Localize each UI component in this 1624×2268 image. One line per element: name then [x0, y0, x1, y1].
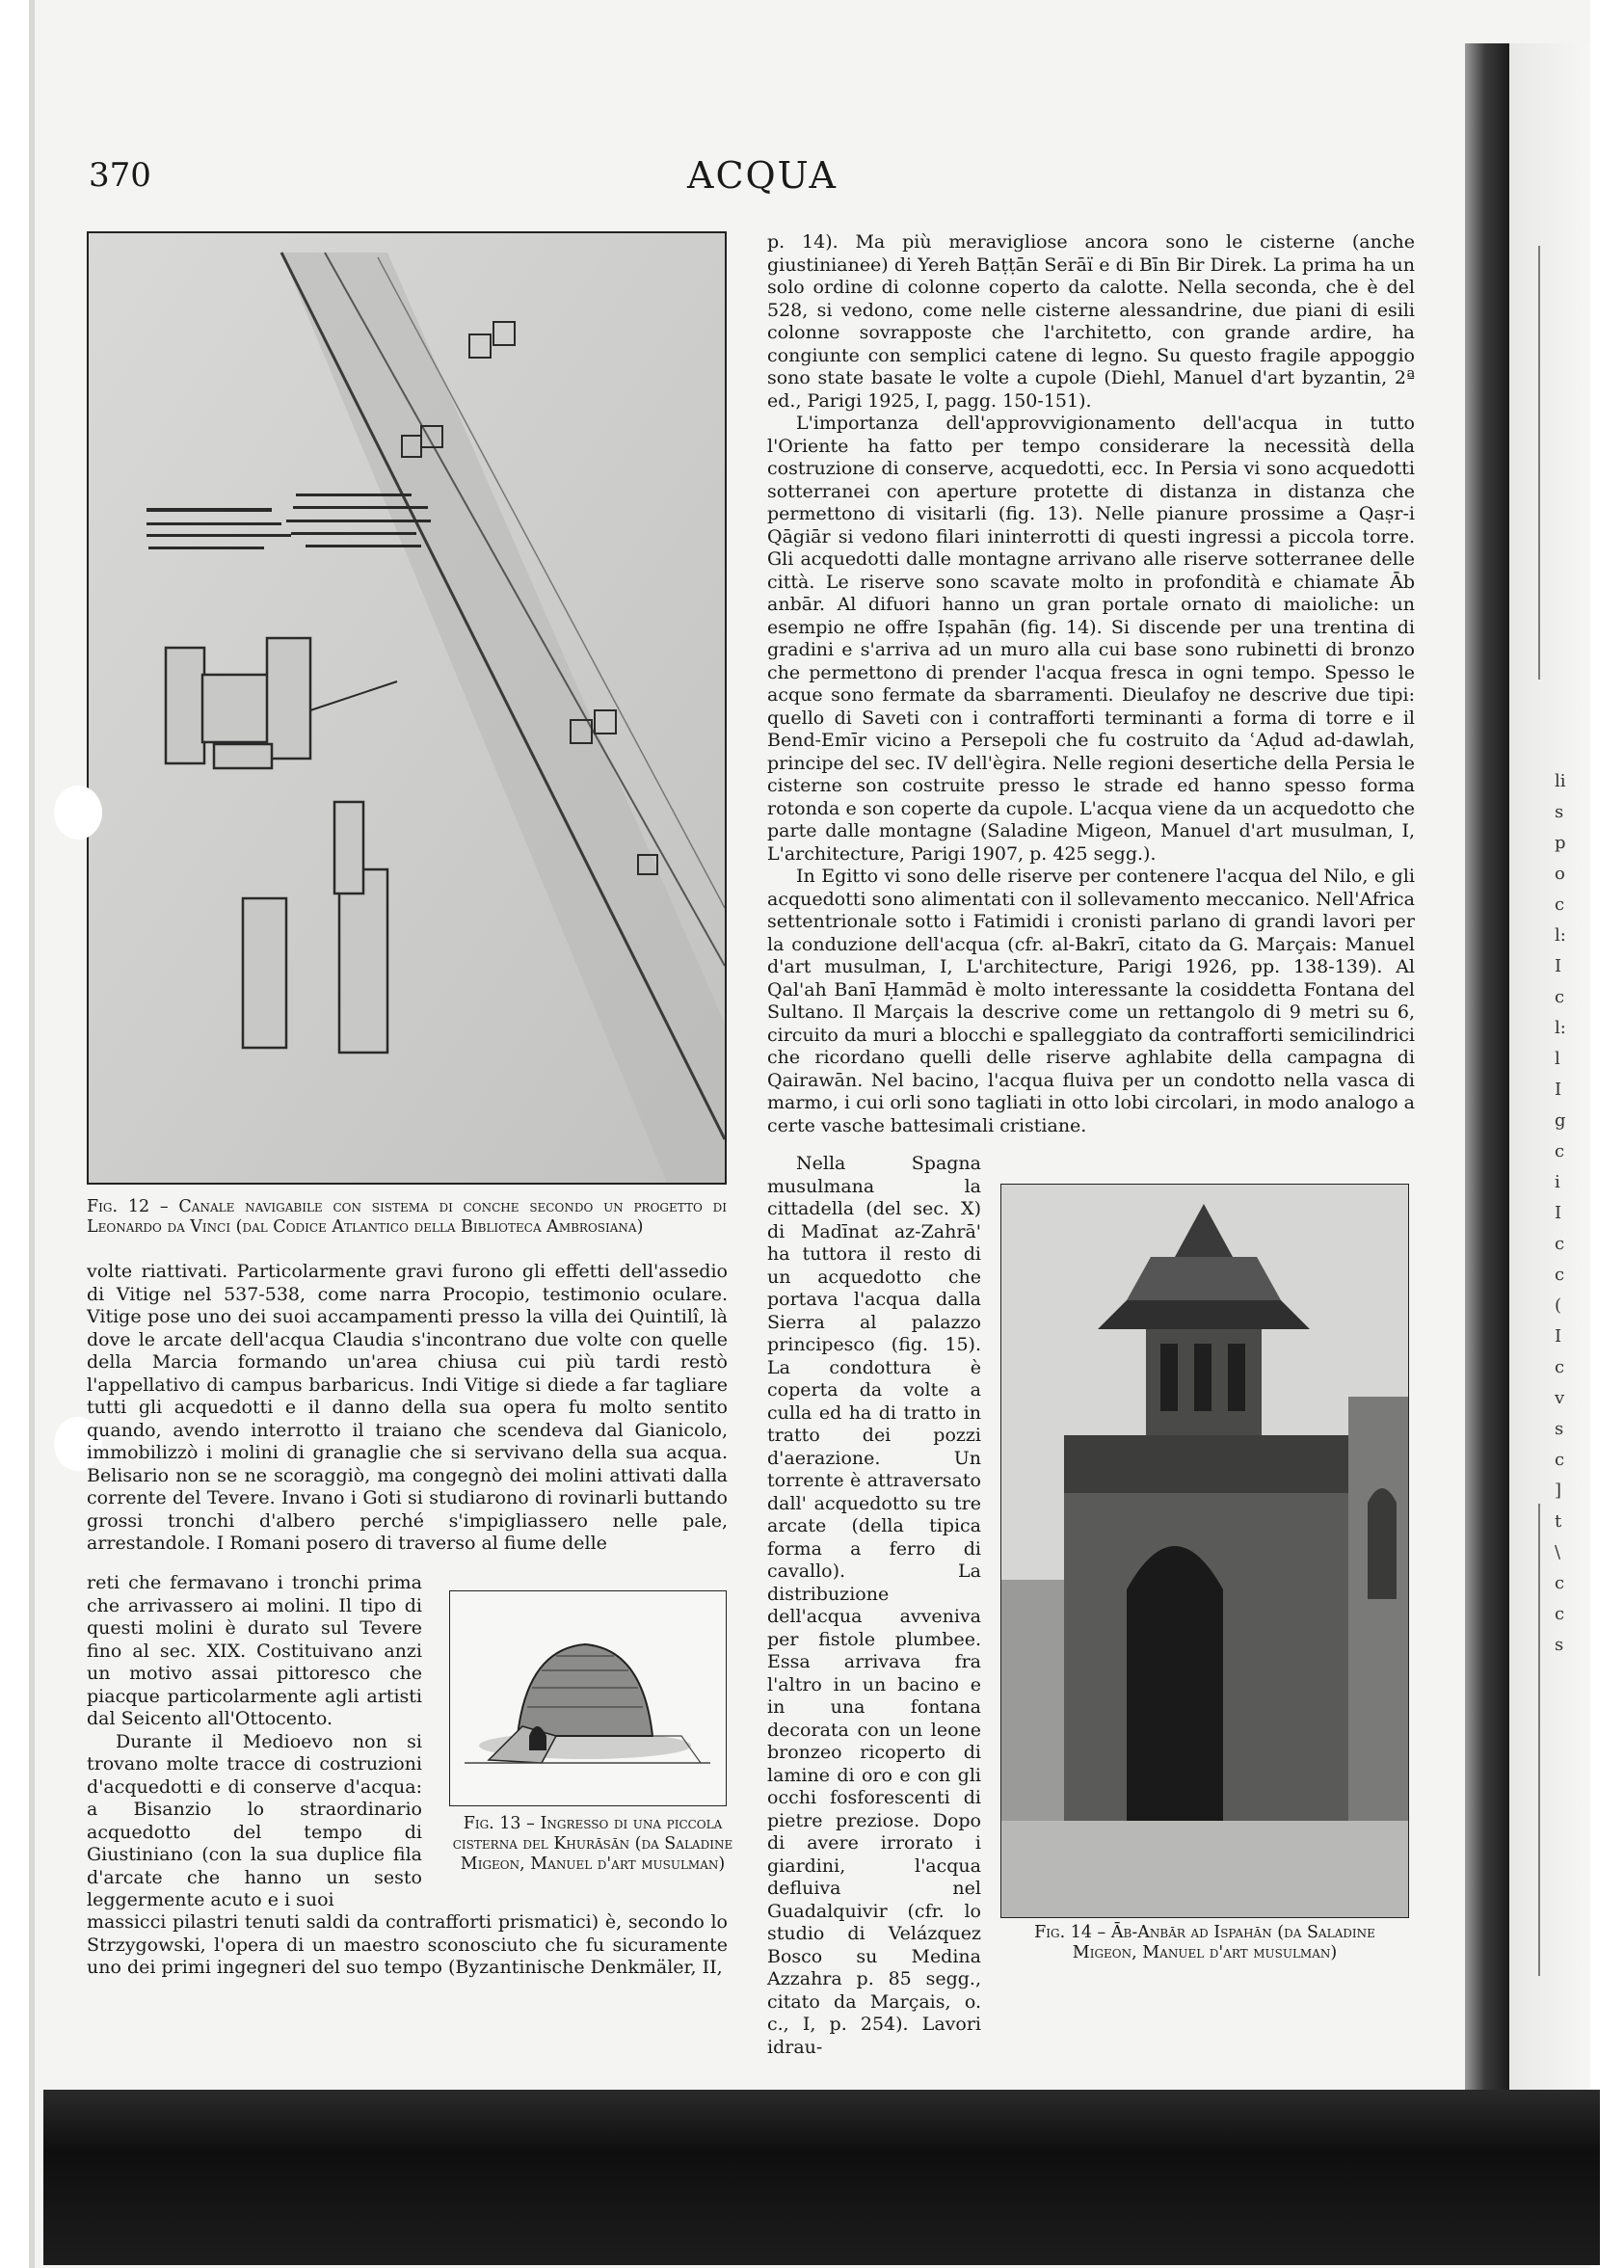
margin-fragment: c — [1555, 1234, 1565, 1254]
adjacent-page-rule — [1538, 1504, 1540, 1976]
canal-drawing — [89, 233, 725, 1183]
figure-13-cistern-entrance — [449, 1590, 727, 1806]
margin-fragment: g — [1555, 1110, 1566, 1131]
paragraph: In Egitto vi sono delle riserve per contenere l'acqua del Nilo, e gli acquedotti sono alimentati con il sollevamento meccanico. Nell'Africa settentrionale sotto i Fatimidi i cronisti parlano di grandi lavori per la conduzione dell'acqua (cfr. al-Bakrī, citato da G. Marçais: Manuel d'art musulman, I, L'architecture, Parigi 1926, pp. 138-139). Al Qal'ah Banī Ḥammād è molto interessante la cosiddetta Fontana del Sultano. Il Marçais la descrive come un rettangolo di 9 metri su 6, circuito da muri a blocchi e spalleggiato da contrafforti semicilindrici che ricordano quelli delle riserve aghlabite della campagna di Qairawān. Nel bacino, l'acqua fluiva per un condotto nella vasca di marmo, i cui orli sono tagliati in otto lobi circolari, in modo analogo a certe vasche battesimali cristiane. — [767, 866, 1415, 1136]
margin-fragment: c — [1555, 1573, 1565, 1593]
margin-fragment: c — [1555, 1604, 1565, 1624]
figure-12-caption: Fig. 12 – Canale navigabile con sistema di conche secondo un progetto di Leonardo da Vinci (dal Codice Atlantico della Biblioteca Ambrosiana) — [87, 1197, 727, 1237]
right-column-narrow-text — [767, 1153, 981, 2059]
adjacent-page-strip — [1509, 43, 1590, 2255]
scanner-bottom-band — [43, 2090, 1600, 2265]
margin-fragment: l: — [1555, 1018, 1566, 1038]
page-number: 370 — [89, 156, 151, 195]
figure-14-ab-anbar-photo — [1000, 1184, 1409, 1918]
margin-fragment: v — [1555, 1388, 1565, 1408]
figure-13-caption: Fig. 13 – Ingresso di una piccola cisterna del Khurāsān (da Saladine Migeon, Manuel d'art musulman) — [452, 1814, 733, 1874]
punch-hole — [54, 786, 102, 840]
margin-fragment: i — [1555, 1172, 1560, 1192]
running-head: ACQUA — [687, 154, 838, 197]
margin-fragment: l: — [1555, 925, 1566, 946]
left-edge-shadow — [29, 0, 35, 2268]
paragraph: massicci pilastri tenuti saldi da contrafforti prismatici) è, secondo lo Strzygowski, l'opera di un maestro sconosciuto che fu sicuramente uno dei primi ingegneri del suo tempo (Byzantinische Denkmäler, II, — [87, 1911, 728, 1978]
margin-fragment: c — [1555, 1357, 1565, 1377]
right-column-top-text — [767, 231, 1415, 1137]
margin-fragment: ( — [1555, 1295, 1562, 1316]
margin-fragment: t — [1555, 1511, 1562, 1532]
left-column-bottom-text — [87, 1911, 728, 1980]
margin-fragment: s — [1555, 1419, 1564, 1439]
paragraph: reti che fermavano i tronchi prima che arrivassero ai molini. Il tipo di questi molini è durato sul Tevere fino al sec. XIX. Costituivano anzi un motivo assai pittoresco che piacque particolarmente agli artisti dal Seicento all'Ottocento. — [87, 1572, 422, 1729]
paragraph: Nella Spagna musulmana la cittadella (del sec. X) di Madīnat az-Zahrā' ha tuttora il resto di un acquedotto che portava l'acqua dalla Sierra al palazzo principesco (fig. 15). La condottura è coperta da volte a culla ed ha di tratto in tratto dei pozzi d'aerazione. Un torrente è attraversato dall' acquedotto su tre arcate (della tipica forma a ferro di cavallo). La distribuzione dell'acqua avveniva per fistole plumbee. Essa arrivava fra l'altro in un bacino e in una fontana decorata con un leone bronzeo ricoperto di lamine di oro e con gli occhi fosforescenti di pietre preziose. Dopo di avere irrorato i giardini, l'acqua defluiva nel Guadalquivir (cfr. lo studio di Velázquez Bosco su Medina Azzahra p. 85 segg., citato da Marçais, o. c., I, p. 254). Lavori idrau- — [767, 1153, 981, 2058]
figure-12-canal-sketch — [87, 231, 727, 1185]
left-column-narrow-text — [87, 1572, 422, 1912]
margin-fragment: l — [1555, 1049, 1560, 1069]
paragraph: p. 14). Ma più meravigliose ancora sono le cisterne (anche giustinianee) di Yereh Baṭṭān Serāï e di Bīn Bir Direk. La prima ha un solo ordine di colonne coperto da calotte. Nella seconda, che è del 528, si vedono, come nelle cisterne alessandrine, due piani di esili colonne sovrapposte che l'architetto, con grande ardire, ha congiunte con semplici catene di legno. Su questo fragile appoggio sono state basate le volte a cupole (Diehl, Manuel d'art byzantin, 2ª ed., Parigi 1925, I, pagg. 150-151). — [767, 231, 1415, 412]
margin-fragment: c — [1555, 1265, 1565, 1285]
paragraph: volte riattivati. Particolarmente gravi furono gli effetti dell'assedio di Vitige nel 537-538, come narra Procopio, testimonio oculare. Vitige pose uno dei suoi accampamenti presso la villa dei Quintilî, là dove le arcate dell'acqua Claudia s'incontrano due volte con quelle della Marcia formando un'area chiusa cui più tardi restò l'appellativo di campus barbaricus. Indi Vitige si diede a far tagliare tutti gli acquedotti e il danno della sua opera fu molto sentito quando, avendo interrotto il traiano che scendeva dal Gianicolo, immobilizzò i molini di granaglie che si servivano della sua acqua. Belisario non se ne scoraggiò, ma congegnò dei molini attivati dalla corrente del Tevere. Invano i Goti si studiarono di rovinarli buttando grossi tronchi d'albero perché s'impigliassero nelle pale, arrestandole. I Romani posero di traverso al fiume delle — [87, 1261, 728, 1554]
margin-fragment: I — [1555, 1203, 1562, 1223]
ab-anbar-photo — [1001, 1185, 1408, 1917]
margin-fragment: s — [1555, 1635, 1564, 1655]
margin-fragment: ] — [1555, 1481, 1562, 1501]
margin-fragment: c — [1555, 894, 1565, 915]
paragraph: Durante il Medioevo non si trovano molte tracce di costruzioni d'acquedotti e di conserve d'acqua: a Bisanzio lo straordinario acquedotto del tempo di Giustiniano (con la sua duplice fila d'arcate che hanno un sesto leggermente acuto e i suoi — [87, 1730, 422, 1910]
margin-fragment: I — [1555, 1080, 1562, 1100]
margin-fragment: p — [1555, 833, 1566, 853]
left-column-top-text — [87, 1261, 728, 1556]
margin-fragment: li — [1555, 771, 1566, 791]
margin-fragment: s — [1555, 802, 1564, 822]
margin-fragment: I — [1555, 956, 1562, 976]
margin-fragment: c — [1555, 1141, 1565, 1161]
margin-fragment: c — [1555, 1450, 1565, 1470]
figure-14-caption: Fig. 14 – Āb-Anbār ad Ispahān (da Saladine Migeon, Manuel d'art musulman) — [1034, 1923, 1375, 1962]
margin-fragment: c — [1555, 987, 1565, 1007]
cistern-drawing — [450, 1591, 726, 1805]
scanner-shadow-bar — [1465, 43, 1509, 2255]
margin-fragment: o — [1555, 864, 1565, 884]
margin-fragment: I — [1555, 1326, 1562, 1347]
adjacent-page-rule — [1538, 246, 1540, 680]
paragraph: L'importanza dell'approvvigionamento dell'acqua in tutto l'Oriente ha fatto per tempo considerare la necessità della costruzione di conserve, acquedotti, ecc. In Persia vi sono acquedotti sotterranei con aperture protette di distanza in distanza che permettono di visitarli (fig. 13). Nelle pianure prossime a Qaṣr-i Qāgiār si vedono filari ininterrotti di questi ingressi a piccola torre. Gli acquedotti dalle montagne arrivano alle riserve sotterranee delle città. Le riserve sono scavate molto in profondità e chiamate Āb anbār. Al difuori hanno un gran portale ornato di maioliche: un esempio ne offre Iṣpahān (fig. 14). Si discende per una trentina di gradini e s'arriva ad un muro alla cui base sono rubinetti di bronzo che permettono di prender l'acqua fresca in ogni tempo. Spesso le acque sono fermate da sbarramenti. Dieulafoy ne descrive due tipi: quello di Saveti con i contrafforti terminanti a forma di torre e il Bend-Emīr vicino a Persepoli che fu costruito da ʿAḍud ad-dawlah, principe del sec. IV dell'ègira. Nelle regioni desertiche della Persia le cisterne son costruite presso le strade ed hanno spesso forma rotonda e son coperte da cupole. L'acqua viene da un acquedotto che parte dalle montagne (Saladine Migeon, Manuel d'art musulman, I, L'architecture, Parigi 1907, p. 425 segg.). — [767, 413, 1415, 865]
margin-fragment: \ — [1555, 1542, 1561, 1562]
